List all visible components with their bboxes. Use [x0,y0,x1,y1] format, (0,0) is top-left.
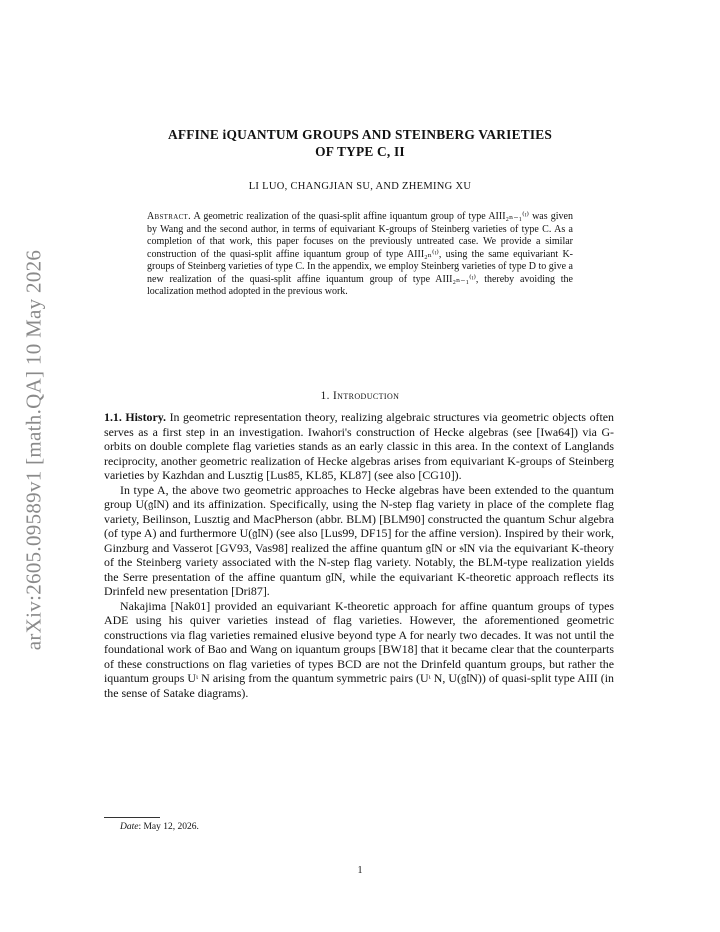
paper-title [100,126,620,160]
subsection-label: 1.1. History. [104,410,167,424]
arxiv-identifier-text: arXiv:2605.09589v1 [math.QA] 10 May 2026 [21,249,46,651]
author-list: LI LUO, CHANGJIAN SU, AND ZHEMING XU [248,181,472,192]
footnote [120,822,199,832]
footnote-rule [104,817,160,818]
title-line-2: OF TYPE C, II [315,144,405,159]
paragraph-2: In type A, the above two geometric approaches to Hecke algebras have been extended to the quantum group U(𝔤𝔩N) and its affinization. Specifically, using the N-step flag variety in place of the complete flag variety, Beilinson, Lusztig and MacPherson (abbr. BLM) [BLM90] constructed the quantum Schur algebra (of type A) and furthermore U(𝔤𝔩N) (see also [Lus99, DF15] for the affine version). Inspired by their work, Ginzburg and Vasserot [GV93, Vas98] realized the affine quantum 𝔤𝔩N or 𝔰𝔩N via the equivariant K-theory of the Steinberg variety associated with the N-step flag variety. Notably, the BLM-type realization yields the Serre presentation of the affine quantum 𝔤𝔩N, while the equivariant K-theoretic approach reflects its Drinfeld new presentation [Dri87]. [104,482,614,598]
paragraph-3: Nakajima [Nak01] provided an equivariant K-theoretic approach for affine quantum groups of types ADE using his quiver varieties instead of flag varieties. However, the aforementioned geometric constructions via flag varieties remained elusive beyond type A for nearly two decades. It was not until the foundational work of Bao and Wang on iquantum groups [BW18] that it became clear that the counterparts of these constructions on flag varieties of types BCD are not the Drinfeld quantum groups, but rather the iquantum groups Uᶥ N arising from the quantum symmetric pairs (Uᶥ N, U(𝔤𝔩N)) of quasi-split type AIII (in the sense of Satake diagrams). [104,598,614,700]
arxiv-identifier [4,240,64,660]
page-number: 1 [357,865,363,876]
introduction-body [104,410,614,700]
paragraph-1-text: In geometric representation theory, realizing algebraic structures via geometric objects often serves as a first step in an investigation. Iwahori's construction of Hecke algebras (see [Iwa64]) via G-orbits on double complete flag varieties stands as an early classic in this area. In the context of Langlands reciprocity, another geometric realization of Hecke algebras arises from equivariant K-groups of Steinberg varieties by Kazhdan and Lusztig [Lus85, KL85, KL87] (see also [CG10]). [104,410,614,482]
abstract [147,211,573,299]
footnote-value: : May 12, 2026. [138,822,199,832]
section-heading: 1. Introduction [320,390,400,402]
abstract-text: A geometric realization of the quasi-split affine iquantum group of type AIII₂ₙ₋₁⁽ᵗ⁾ was given by Wang and the second author, in terms of equivariant K-groups of Steinberg varieties of type C. As a completion of that work, this paper focuses on the previously untreated case. We provide a similar construction of the quasi-split affine iquantum group of type AIII₂ₙ⁽ᵗ⁾, using the same equivariant K-groups of Steinberg varieties of type C. In the appendix, we employ Steinberg varieties of type D to give a new realization of the quasi-split affine iquantum group of type AIII₂ₙ₋₁⁽ᵗ⁾, thereby avoiding the localization method adopted in the previous work. [147,211,573,297]
title-line-1: AFFINE iQUANTUM GROUPS AND STEINBERG VARIETIES [167,127,553,142]
footnote-label: Date [120,822,139,832]
abstract-label: Abstract. [147,211,191,222]
paragraph-history [104,410,614,483]
